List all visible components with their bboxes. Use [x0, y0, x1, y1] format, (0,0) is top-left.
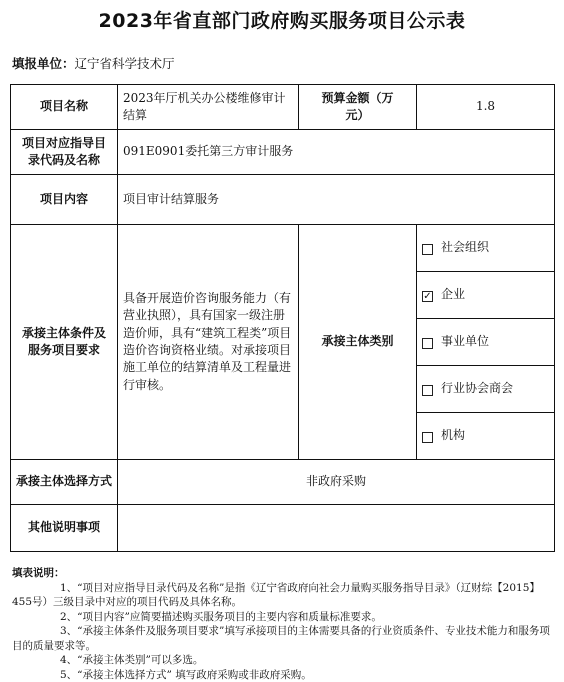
entity-type-option-label: 企业	[441, 286, 465, 303]
selection-method-label: 承接主体选择方式	[10, 459, 118, 505]
reporting-unit-value: 辽宁省科学技术厅	[75, 56, 175, 71]
entity-type-option[interactable]	[416, 365, 555, 413]
requirements-text: 具备开展造价咨询服务能力（有营业执照），具有国家一级注册造价师，具有“建筑工程类”项目造价咨询资格业绩。对承接项目施工单位的结算清单及工程量进行审核。	[123, 290, 293, 394]
instruction-item: 5、“承接主体选择方式” 填写政府采购或非政府采购。	[12, 668, 552, 682]
disclosure-table	[10, 84, 555, 552]
entity-type-option-label: 事业单位	[441, 333, 489, 350]
page-title: 2023年省直部门政府购买服务项目公示表	[0, 6, 564, 33]
instruction-item: 1、“项目对应指导目录代码及名称”是指《辽宁省政府向社会力量购买服务指导目录》（辽财综【2015】455号）三级目录中对应的项目代码及具体名称。	[12, 581, 552, 610]
checkbox-icon[interactable]	[422, 244, 433, 255]
checkbox-icon[interactable]	[422, 432, 433, 443]
entity-type-option[interactable]	[416, 224, 555, 272]
catalog-code-label-text: 项目对应指导目录代码及名称	[19, 135, 109, 170]
reporting-unit	[12, 54, 175, 72]
other-notes-label: 其他说明事项	[10, 504, 118, 552]
checkbox-icon[interactable]	[422, 385, 433, 396]
entity-type-option[interactable]	[416, 412, 555, 460]
entity-type-option-label: 行业协会商会	[441, 380, 513, 397]
checkbox-icon[interactable]	[422, 338, 433, 349]
reporting-unit-label: 填报单位：	[12, 56, 75, 71]
entity-type-option[interactable]	[416, 271, 555, 319]
instructions-heading: 填表说明：	[12, 566, 552, 581]
requirements-label-text: 承接主体条件及服务项目要求	[19, 325, 109, 360]
budget-label	[298, 84, 417, 130]
entity-type-option-label: 机构	[441, 427, 465, 444]
instruction-item: 4、“承接主体类别”可以多选。	[12, 653, 552, 668]
instruction-item: 2、“项目内容”应简要描述购买服务项目的主要内容和质量标准要求。	[12, 610, 552, 625]
selection-method-value: 非政府采购	[117, 459, 555, 505]
project-name-label: 项目名称	[10, 84, 118, 130]
checkbox-checked-icon[interactable]: ✓	[422, 291, 433, 302]
budget-label-text: 预算金额（万元）	[316, 90, 400, 125]
content-value: 项目审计结算服务	[117, 174, 555, 225]
project-name-value: 2023年厅机关办公楼维修审计结算	[117, 84, 299, 130]
entity-type-option-label: 社会组织	[441, 239, 489, 256]
budget-value: 1.8	[416, 84, 555, 130]
catalog-code-label	[10, 129, 118, 175]
entity-type-label: 承接主体类别	[298, 224, 417, 460]
entity-type-option[interactable]	[416, 318, 555, 366]
content-label: 项目内容	[10, 174, 118, 225]
instruction-item: 3、“承接主体条件及服务项目要求”填写承接项目的主体需要具备的行业资质条件、专业技术能力和服务项目的质量要求等。	[12, 624, 552, 653]
other-notes-value	[117, 504, 555, 552]
filling-instructions	[12, 566, 552, 682]
requirements-value	[117, 224, 299, 460]
catalog-code-value: 091E0901委托第三方审计服务	[117, 129, 555, 175]
requirements-label	[10, 224, 118, 460]
